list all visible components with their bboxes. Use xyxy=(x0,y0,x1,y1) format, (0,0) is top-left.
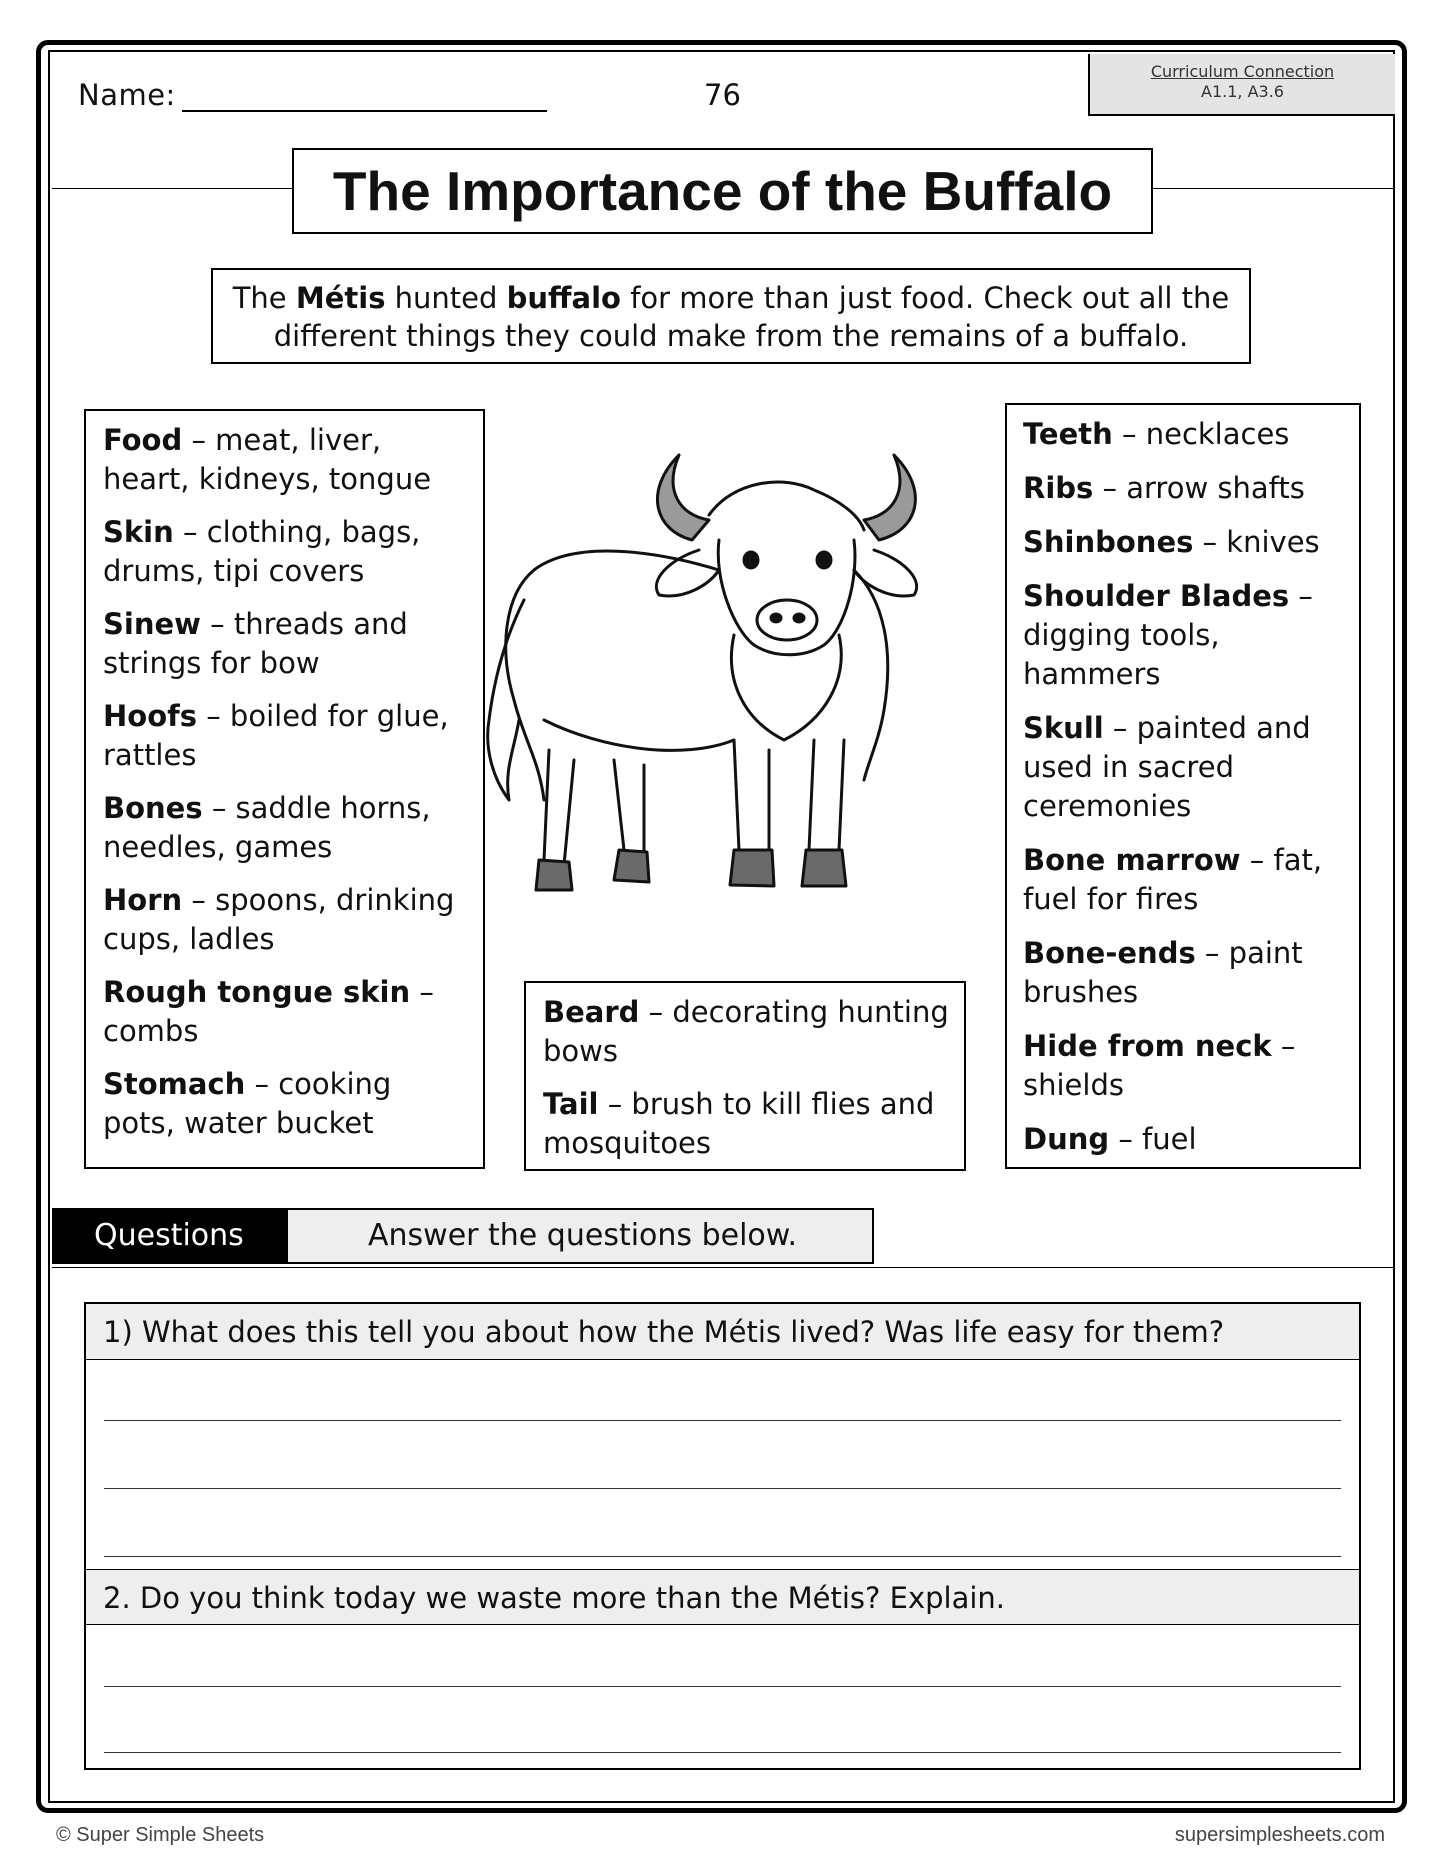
list-item: Dung – fuel xyxy=(1023,1122,1197,1156)
list-item: Beard – decorating hunting bows xyxy=(543,995,949,1068)
question-2: 2. Do you think today we waste more than the Métis? Explain. xyxy=(86,1569,1359,1625)
list-item: Rough tongue skin – combs xyxy=(103,975,434,1048)
left-uses-box xyxy=(84,409,485,1169)
list-item: Horn – spoons, drinking cups, ladles xyxy=(103,883,455,956)
list-item: Food – meat, liver, heart, kidneys, tongue xyxy=(103,423,432,496)
footer-copyright: © Super Simple Sheets xyxy=(56,1824,265,1846)
list-item: Bones – saddle horns, needles, games xyxy=(103,791,431,864)
curriculum-title: Curriculum Connection xyxy=(1150,62,1335,81)
list-item: Skin – clothing, bags, drums, tipi covers xyxy=(103,515,421,588)
list-item: Sinew – threads and strings for bow xyxy=(103,607,408,680)
list-item: Bone-ends – paint brushes xyxy=(1023,936,1303,1009)
questions-label: Questions xyxy=(52,1208,286,1264)
intro-bold-metis: Métis xyxy=(295,281,386,315)
intro-bold-buffalo: buffalo xyxy=(506,281,621,315)
page-number: 76 xyxy=(704,78,741,112)
page-title: The Importance of the Buffalo xyxy=(292,148,1153,234)
answer-line[interactable] xyxy=(104,1686,1341,1687)
answer-line[interactable] xyxy=(104,1556,1341,1557)
list-item: Shinbones – knives xyxy=(1023,525,1320,559)
intro-text: hunted xyxy=(385,281,507,315)
middle-uses-box xyxy=(524,981,966,1171)
questions-rule xyxy=(52,1267,1393,1268)
list-item: Bone marrow – fat, fuel for fires xyxy=(1023,843,1323,916)
intro-box xyxy=(211,268,1251,364)
name-field[interactable] xyxy=(78,78,547,112)
intro-text: for more than just food. Check out all the different things they could make from the remains of a buffalo. xyxy=(273,281,1230,353)
curriculum-codes: A1.1, A3.6 xyxy=(1201,82,1284,101)
list-item: Teeth – necklaces xyxy=(1023,417,1290,451)
questions-instructions: Answer the questions below. xyxy=(286,1208,874,1264)
curriculum-connection xyxy=(1088,54,1395,116)
list-item: Tail – brush to kill flies and mosquitoes xyxy=(543,1087,935,1160)
name-blank-line[interactable] xyxy=(182,82,547,112)
list-item: Hide from neck – shields xyxy=(1023,1029,1296,1102)
list-item: Skull – painted and used in sacred ceremonies xyxy=(1023,711,1311,823)
question-1: 1) What does this tell you about how the Métis lived? Was life easy for them? xyxy=(86,1304,1359,1360)
list-item: Ribs – arrow shafts xyxy=(1023,471,1305,505)
answer-line[interactable] xyxy=(104,1420,1341,1421)
right-uses-box xyxy=(1005,403,1361,1169)
questions-box xyxy=(84,1302,1361,1770)
list-item: Stomach – cooking pots, water bucket xyxy=(103,1067,392,1140)
list-item: Shoulder Blades – digging tools, hammers xyxy=(1023,579,1313,691)
intro-text: The xyxy=(232,281,296,315)
answer-line[interactable] xyxy=(104,1488,1341,1489)
buffalo-illustration xyxy=(484,420,999,940)
footer-website[interactable]: supersimplesheets.com xyxy=(1174,1824,1385,1846)
answer-line[interactable] xyxy=(104,1752,1341,1753)
name-label: Name: xyxy=(78,78,176,112)
list-item: Hoofs – boiled for glue, rattles xyxy=(103,699,449,772)
questions-header xyxy=(52,1208,874,1264)
